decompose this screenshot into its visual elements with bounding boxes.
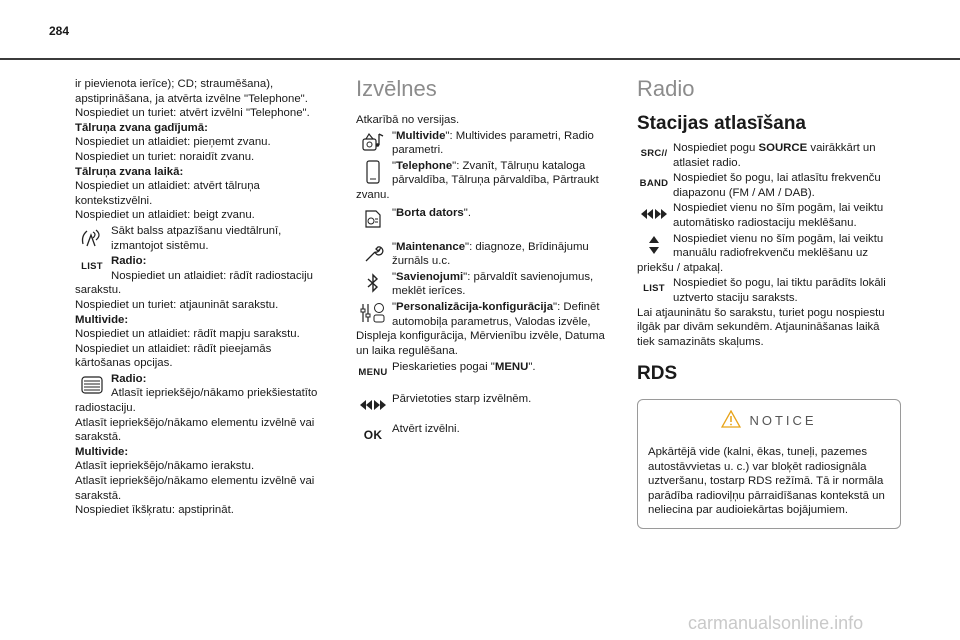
notice-title: NOTICE bbox=[749, 413, 817, 429]
menu-desc: : diagnoze, Brīdinājumu žurnāls u.c. bbox=[392, 240, 589, 268]
call-heading: Tālruņa zvana gadījumā: bbox=[75, 121, 208, 134]
menus-title: Izvēlnes bbox=[356, 76, 437, 101]
ok-button-icon bbox=[356, 422, 390, 448]
text-line: Nospiediet īkšķratu: apstiprināt. bbox=[75, 504, 234, 517]
up-down-arrows-icon bbox=[637, 232, 671, 258]
band-button-label: BAND bbox=[639, 177, 669, 189]
text-line: Nospiediet un atlaidiet: rādīt pieejamās kārtošanas opcijas. bbox=[75, 342, 272, 370]
text-line: Atlasīt iepriekšējo/nākamo ierakstu. bbox=[75, 460, 255, 473]
list-text: Nospiediet šo pogu, lai tiktu parādīts lokāli uztverto staciju saraksts. bbox=[673, 277, 886, 304]
phone-icon bbox=[356, 159, 390, 185]
source-text: vairākkārt un atlasiet radio. bbox=[673, 142, 876, 169]
text-line: Atlasīt iepriekšējo/nākamo elementu izvēlnē vai sarakstā. bbox=[75, 416, 315, 444]
notice-box bbox=[637, 399, 901, 529]
menu-desc: : Definēt automobiļa parametrus, Valodas izvēle, Displeja konfigurācija, Mērvienību izvēle, Datuma un laika regulēšana. bbox=[356, 300, 605, 357]
bluetooth-icon bbox=[356, 270, 390, 296]
text-line: Nospiediet un turiet: noraidīt zvanu. bbox=[75, 150, 255, 163]
text-line: ir pievienota ierīce); CD; straumēšana), bbox=[75, 78, 274, 90]
menu-desc: : Multivides parametri, Radio parametri. bbox=[392, 129, 594, 157]
seek-entry bbox=[637, 201, 897, 230]
text-line: Nospiediet un atlaidiet: rādīt mapju sarakstu. bbox=[75, 328, 300, 341]
menu-name: Borta dators bbox=[396, 206, 464, 219]
source-entry bbox=[637, 141, 897, 170]
list-button-label: LIST bbox=[643, 283, 665, 295]
menu-name: Personalizācija-konfigurācija bbox=[396, 300, 554, 313]
list-radio-heading: Radio: bbox=[111, 255, 147, 268]
menu-desc: : pārvaldīt savienojumus, meklēt ierīces. bbox=[392, 270, 594, 298]
column-right bbox=[637, 77, 897, 529]
menu-item-trip-computer: "Borta dators". bbox=[356, 206, 614, 232]
menu-item-maintenance: "Maintenance": diagnoze, Brīdinājumu žurnāls u.c. bbox=[356, 240, 614, 269]
menu-button-label: MENU bbox=[358, 367, 388, 379]
band-entry bbox=[637, 171, 897, 200]
band-text: Nospiediet šo pogu, lai atlasītu frekvenču diapazonu (FM / AM / DAB). bbox=[673, 172, 881, 199]
voice-entry bbox=[75, 224, 330, 253]
source-text: Nospiediet pogu bbox=[673, 142, 759, 154]
text-line: Nospiediet un atlaidiet: beigt zvanu. bbox=[75, 209, 255, 222]
header-bar bbox=[0, 0, 960, 60]
radio-list-entry bbox=[637, 276, 897, 305]
thumbwheel-entry bbox=[75, 372, 330, 518]
text-line: Nospiediet un atlaidiet: atvērt tālruņa kontekstizvēlni. bbox=[75, 180, 260, 207]
notice-text: Apkārtējā vide (kalni, ēkas, tuneļi, pazemes autostāvvietas u. c.) var bloķēt radiosignāla uztveršanu, tostarp RDS režīmā. Tā ir normāla parādība radioviļņu pārraidīšanas kontekstā un neliecina par audioiekārtas bojājumiem. bbox=[648, 445, 885, 517]
column-middle bbox=[356, 77, 614, 448]
column-left bbox=[75, 77, 330, 518]
seek-text: Nospiediet vienu no šīm pogām, lai veiktu automātisko radiostaciju meklēšanu. bbox=[673, 202, 884, 229]
wheel-multimedia-heading: Multivide: bbox=[75, 445, 129, 458]
manual-text: Nospiediet vienu no šīm pogām, lai veiktu manuālu radiofrekvenču meklēšanu uz priekšu / atpakaļ. bbox=[637, 232, 884, 274]
arrows-text: Pārvietoties starp izvēlnēm. bbox=[392, 393, 532, 406]
seek-arrows-icon bbox=[637, 201, 671, 227]
text-line: Nospiediet un turiet: atvērt izvēlni "Telephone". bbox=[75, 107, 310, 120]
text-line: Nospiediet un atlaidiet: rādīt radiostaciju sarakstu. bbox=[75, 269, 313, 297]
menu-text-name: MENU bbox=[494, 361, 529, 374]
incall-heading: Tālruņa zvana laikā: bbox=[75, 165, 184, 178]
ok-text: Atvērt izvēlni. bbox=[392, 423, 460, 436]
menu-text: ". bbox=[528, 361, 536, 374]
menu-button-entry bbox=[356, 360, 614, 386]
settings-icon bbox=[356, 300, 390, 326]
band-button-icon bbox=[637, 171, 671, 197]
trip-computer-icon bbox=[356, 206, 390, 232]
menu-name: Telephone bbox=[396, 159, 453, 172]
text-line: Nospiediet un atlaidiet: pieņemt zvanu. bbox=[75, 136, 271, 149]
notice-header bbox=[648, 410, 890, 433]
menu-button-icon bbox=[356, 360, 390, 386]
station-heading: Stacijas atlasīšana bbox=[637, 113, 806, 134]
refresh-text: Lai atjauninātu šo sarakstu, turiet pogu nospiestu ilgāk par divām sekundēm. Atjaunināšanas laikā tiek samazināts skaļums. bbox=[637, 306, 885, 348]
menu-desc: . bbox=[467, 206, 471, 219]
ok-entry bbox=[356, 422, 614, 448]
list-button-icon bbox=[75, 254, 109, 280]
source-button-icon: SRC // bbox=[637, 141, 671, 167]
thumbwheel-icon bbox=[75, 372, 109, 398]
source-name: SOURCE bbox=[758, 142, 808, 154]
menu-name: Multivide bbox=[396, 129, 446, 142]
menu-text: Pieskarieties pogai " bbox=[392, 361, 495, 374]
watermark: carmanualsonline.info bbox=[688, 613, 864, 633]
menus-intro: Atkarībā no versijas. bbox=[356, 114, 460, 126]
rds-heading: RDS bbox=[637, 363, 678, 385]
text-line: Nospiediet un turiet: atjaunināt sarakstu. bbox=[75, 298, 279, 311]
menu-name: Maintenance bbox=[396, 240, 466, 253]
page-number: 284 bbox=[49, 24, 70, 38]
source-button-label: SRC bbox=[640, 147, 662, 159]
wheel-radio-heading: Radio: bbox=[111, 372, 147, 385]
arrows-entry bbox=[356, 392, 614, 418]
left-right-arrows-icon bbox=[356, 392, 390, 418]
menu-item-multivide: "Multivide": Multivides parametri, Radio parametri. bbox=[356, 129, 614, 158]
manual-entry bbox=[637, 232, 897, 276]
menu-desc: : Zvanīt, Tālruņu kataloga pārvaldība, Tālruņa pārvaldība, Pārtraukt zvanu. bbox=[356, 159, 599, 201]
voice-command-icon bbox=[75, 224, 109, 250]
text-line: apstiprināšana, ja atvērta izvēlne "Telephone". bbox=[75, 92, 308, 105]
wrench-icon bbox=[356, 240, 390, 266]
menu-name: Savienojumi bbox=[396, 270, 464, 283]
warning-icon bbox=[721, 410, 741, 433]
menu-item-connections: "Savienojumi": pārvaldīt savienojumus, meklēt ierīces. bbox=[356, 270, 614, 299]
voice-text: Sākt balss atpazīšanu viedtālrunī, izmantojot sistēmu. bbox=[111, 224, 282, 252]
multimedia-icon bbox=[356, 129, 390, 155]
list-multimedia-heading: Multivide: bbox=[75, 313, 129, 326]
radio-title: Radio bbox=[637, 76, 695, 101]
list-entry bbox=[75, 254, 330, 371]
menu-item-telephone: "Telephone": Zvanīt, Tālruņu kataloga pārvaldība, Tālruņa pārvaldība, Pārtraukt zvanu. bbox=[356, 159, 599, 201]
list-button-icon bbox=[637, 276, 671, 302]
list-button-label: LIST bbox=[81, 260, 103, 272]
ok-button-label: OK bbox=[363, 428, 383, 443]
text-line: Atlasīt iepriekšējo/nākamo elementu izvēlnē vai sarakstā. bbox=[75, 475, 315, 502]
text-line: Atlasīt iepriekšējo/nākamo priekšiestatīto radiostaciju. bbox=[75, 387, 318, 415]
menu-item-settings: "Personalizācija-konfigurācija": Definēt automobiļa parametrus, Valodas izvēle, Displeja konfigurācija, Mērvienību izvēle, Datuma un laika regulēšana. bbox=[356, 300, 605, 357]
